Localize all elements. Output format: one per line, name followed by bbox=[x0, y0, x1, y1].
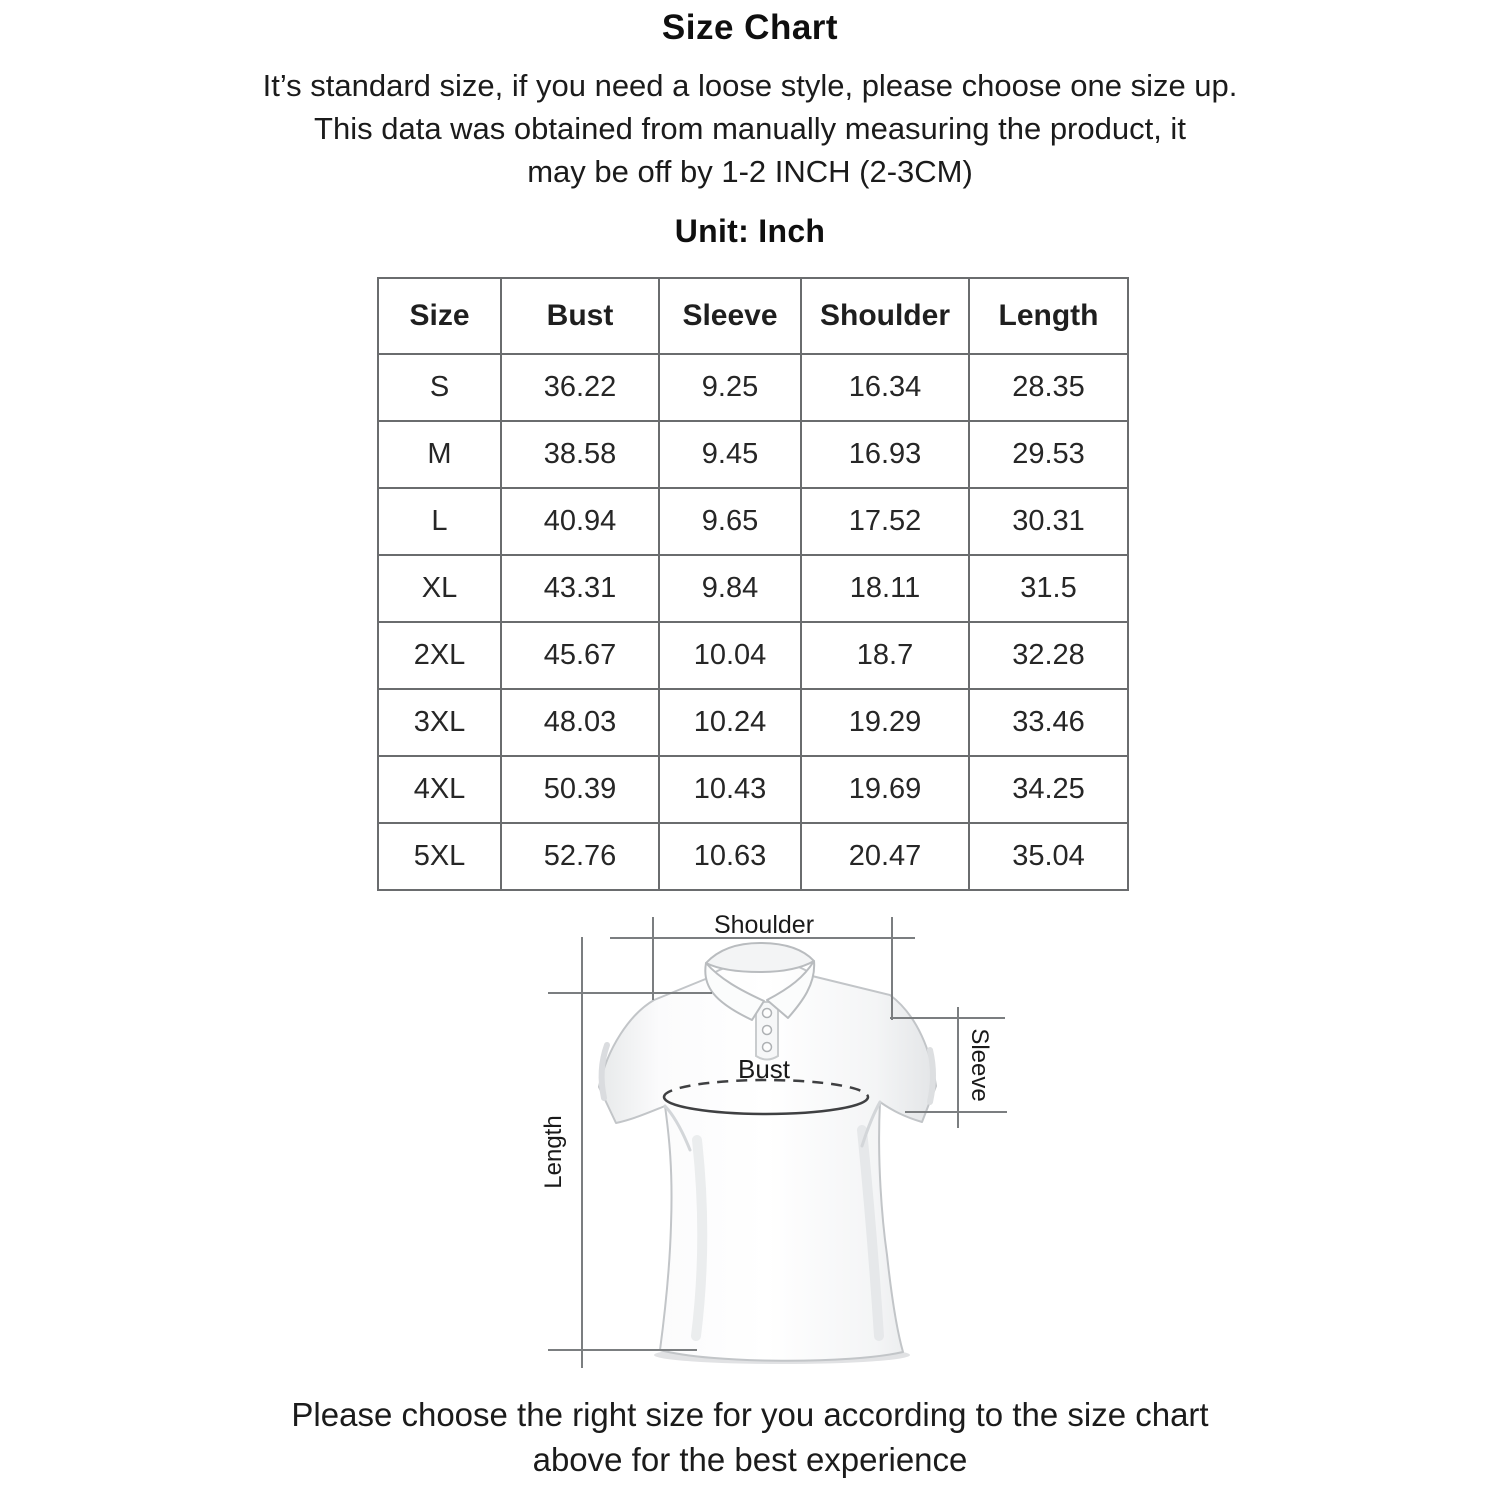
length-cell: 31.5 bbox=[969, 555, 1128, 622]
button bbox=[763, 1009, 772, 1018]
table-row bbox=[378, 488, 1128, 555]
bust-cell: 45.67 bbox=[501, 622, 659, 689]
button bbox=[763, 1043, 772, 1052]
size-cell: 5XL bbox=[378, 823, 501, 890]
intro-line-3: may be off by 1-2 INCH (2-3CM) bbox=[527, 154, 973, 189]
bust-cell: 40.94 bbox=[501, 488, 659, 555]
bust-cell: 36.22 bbox=[501, 354, 659, 421]
shirt-measurement-diagram bbox=[520, 890, 1040, 1390]
table-row bbox=[378, 421, 1128, 488]
table-row bbox=[378, 823, 1128, 890]
length-cell: 30.31 bbox=[969, 488, 1128, 555]
size-cell: M bbox=[378, 421, 501, 488]
unit-label: Unit: Inch bbox=[674, 213, 826, 249]
size-cell: 4XL bbox=[378, 756, 501, 823]
collar-back bbox=[706, 943, 814, 972]
footer-note bbox=[0, 1392, 1500, 1482]
size-cell: L bbox=[378, 488, 501, 555]
size-cell: 2XL bbox=[378, 622, 501, 689]
table-row bbox=[378, 756, 1128, 823]
length-cell: 35.04 bbox=[969, 823, 1128, 890]
column-header-shoulder: Shoulder bbox=[801, 278, 969, 354]
sleeve-cell: 9.84 bbox=[659, 555, 801, 622]
shoulder-cell: 19.29 bbox=[801, 689, 969, 756]
intro-line-1: It’s standard size, if you need a loose style, please choose one size up. bbox=[262, 68, 1238, 103]
length-cell: 32.28 bbox=[969, 622, 1128, 689]
table-row bbox=[378, 689, 1128, 756]
size-cell: S bbox=[378, 354, 501, 421]
sleeve-cell: 10.04 bbox=[659, 622, 801, 689]
button bbox=[763, 1026, 772, 1035]
bust-cell: 43.31 bbox=[501, 555, 659, 622]
length-cell: 28.35 bbox=[969, 354, 1128, 421]
shoulder-cell: 18.7 bbox=[801, 622, 969, 689]
table-row bbox=[378, 622, 1128, 689]
sleeve-cell: 10.24 bbox=[659, 689, 801, 756]
footer-line-2: above for the best experience bbox=[532, 1441, 968, 1478]
column-header-size: Size bbox=[378, 278, 501, 354]
shoulder-cell: 19.69 bbox=[801, 756, 969, 823]
bust-cell: 50.39 bbox=[501, 756, 659, 823]
bust-cell: 48.03 bbox=[501, 689, 659, 756]
table-row bbox=[378, 555, 1128, 622]
polo-shirt-graphic bbox=[599, 943, 936, 1361]
intro-text bbox=[0, 64, 1500, 193]
table-row bbox=[378, 354, 1128, 421]
bust-label: Bust bbox=[737, 1054, 791, 1084]
length-cell: 34.25 bbox=[969, 756, 1128, 823]
bust-cell: 38.58 bbox=[501, 421, 659, 488]
page-title: Size Chart bbox=[661, 8, 839, 47]
sleeve-cell: 9.65 bbox=[659, 488, 801, 555]
column-header-bust: Bust bbox=[501, 278, 659, 354]
column-header-sleeve: Sleeve bbox=[659, 278, 801, 354]
shoulder-cell: 16.34 bbox=[801, 354, 969, 421]
shoulder-cell: 18.11 bbox=[801, 555, 969, 622]
sleeve-cell: 9.25 bbox=[659, 354, 801, 421]
sleeve-cell: 10.43 bbox=[659, 756, 801, 823]
length-cell: 29.53 bbox=[969, 421, 1128, 488]
length-cell: 33.46 bbox=[969, 689, 1128, 756]
intro-line-2: This data was obtained from manually measuring the product, it bbox=[314, 111, 1186, 146]
sleeve-label: Sleeve bbox=[966, 1028, 993, 1102]
sleeve-cell: 9.45 bbox=[659, 421, 801, 488]
size-table bbox=[377, 277, 1129, 891]
table-header-row bbox=[378, 278, 1128, 354]
shoulder-cell: 20.47 bbox=[801, 823, 969, 890]
footer-line-1: Please choose the right size for you according to the size chart bbox=[291, 1396, 1209, 1433]
size-cell: 3XL bbox=[378, 689, 501, 756]
sleeve-cell: 10.63 bbox=[659, 823, 801, 890]
bust-cell: 52.76 bbox=[501, 823, 659, 890]
length-label: Length bbox=[540, 1115, 567, 1189]
column-header-length: Length bbox=[969, 278, 1128, 354]
shoulder-cell: 17.52 bbox=[801, 488, 969, 555]
shoulder-cell: 16.93 bbox=[801, 421, 969, 488]
size-cell: XL bbox=[378, 555, 501, 622]
shoulder-label: Shoulder bbox=[713, 911, 815, 939]
